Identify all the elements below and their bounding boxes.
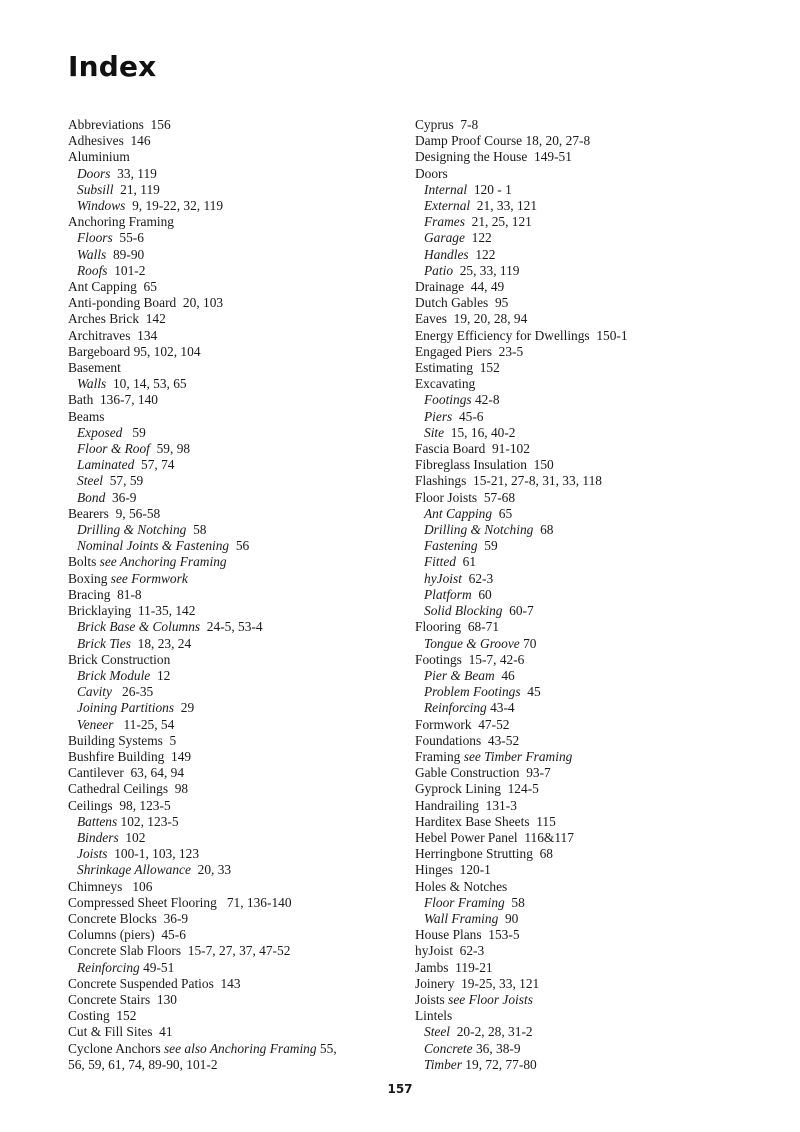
index-subentry bbox=[415, 603, 775, 619]
index-text: Drainage 44, 49 bbox=[415, 279, 505, 295]
index-entry bbox=[415, 279, 775, 295]
index-term-italic: Laminated bbox=[77, 457, 135, 473]
index-entry bbox=[415, 376, 775, 392]
index-text: 11-25, 54 bbox=[113, 716, 175, 732]
index-text: Joists bbox=[415, 991, 449, 1007]
page-title: Index bbox=[68, 50, 157, 83]
index-text: Aluminium bbox=[68, 149, 130, 165]
index-subentry bbox=[68, 490, 388, 506]
index-entry bbox=[68, 506, 388, 522]
index-subentry bbox=[415, 392, 775, 408]
index-text: Fibreglass Insulation 150 bbox=[415, 457, 554, 473]
index-text: 42-8 bbox=[471, 392, 500, 408]
index-text: 70 bbox=[519, 635, 537, 651]
index-subentry bbox=[415, 214, 775, 230]
index-text: Excavating bbox=[415, 376, 476, 392]
index-text: Basement bbox=[68, 360, 121, 376]
index-text: Herringbone Strutting 68 bbox=[415, 846, 553, 862]
index-text: Costing 152 bbox=[68, 1008, 137, 1024]
index-subentry bbox=[68, 198, 388, 214]
index-entry bbox=[68, 571, 388, 587]
index-subentry bbox=[415, 425, 775, 441]
index-text: 12 bbox=[150, 667, 171, 683]
index-entry bbox=[68, 992, 388, 1008]
index-term-italic: Footings bbox=[424, 392, 472, 408]
index-text: 61 bbox=[455, 554, 477, 570]
index-entry bbox=[415, 457, 775, 473]
index-text: 65 bbox=[492, 505, 513, 521]
index-term-italic: Piers bbox=[424, 408, 453, 424]
index-text: 20-2, 28, 31-2 bbox=[450, 1024, 533, 1040]
index-term-italic: Patio bbox=[424, 262, 454, 278]
index-term-italic: Veneer bbox=[77, 716, 114, 732]
index-text: Beams bbox=[68, 408, 105, 424]
index-term-italic: Brick Ties bbox=[77, 635, 131, 651]
index-term-italic: Reinforcing bbox=[424, 700, 487, 716]
index-subentry bbox=[415, 538, 775, 554]
index-text: Flooring 68-71 bbox=[415, 619, 500, 635]
index-text: Fascia Board 91-102 bbox=[415, 441, 530, 457]
index-text: 62-3 bbox=[461, 570, 494, 586]
index-text: hyJoist 62-3 bbox=[415, 943, 485, 959]
index-text: 57, 74 bbox=[134, 457, 175, 473]
index-term-italic: Binders bbox=[77, 829, 119, 845]
index-text: 33, 119 bbox=[110, 165, 157, 181]
index-text: 55, bbox=[316, 1040, 337, 1056]
index-entry bbox=[68, 279, 388, 295]
index-text: Ceilings 98, 123-5 bbox=[68, 797, 171, 813]
index-text: 60 bbox=[471, 586, 492, 602]
index-entry bbox=[415, 992, 775, 1008]
index-entry bbox=[415, 862, 775, 878]
index-text: Holes & Notches bbox=[415, 878, 508, 894]
index-entry bbox=[68, 360, 388, 376]
index-entry bbox=[415, 927, 775, 943]
index-text: Ant Capping 65 bbox=[68, 279, 157, 295]
index-text: 102, 123-5 bbox=[117, 813, 179, 829]
index-entry bbox=[68, 603, 388, 619]
index-text: 59 bbox=[477, 538, 498, 554]
index-text: Eaves 19, 20, 28, 94 bbox=[415, 311, 528, 327]
index-entry bbox=[68, 749, 388, 765]
index-text: 9, 19-22, 32, 119 bbox=[125, 198, 224, 214]
index-entry bbox=[415, 814, 775, 830]
index-text: Arches Brick 142 bbox=[68, 311, 166, 327]
index-text: Bargeboard 95, 102, 104 bbox=[68, 343, 201, 359]
index-text: Concrete Slab Floors 15-7, 27, 37, 47-52 bbox=[68, 943, 291, 959]
index-text: 89-90 bbox=[106, 246, 145, 262]
index-subentry bbox=[415, 587, 775, 603]
index-term-italic: Battens bbox=[77, 813, 118, 829]
index-entry bbox=[415, 798, 775, 814]
index-term-italic: Doors bbox=[77, 165, 111, 181]
index-text: 60-7 bbox=[502, 603, 534, 619]
index-entry bbox=[68, 1024, 388, 1040]
index-text: Jambs 119-21 bbox=[415, 959, 493, 975]
index-term-italic: Ant Capping bbox=[424, 505, 493, 521]
index-subentry bbox=[68, 830, 388, 846]
index-term-italic: see also Anchoring Framing bbox=[163, 1040, 317, 1056]
index-subentry bbox=[415, 182, 775, 198]
index-term-italic: Internal bbox=[424, 181, 468, 197]
index-text: 68 bbox=[533, 522, 554, 538]
index-term-italic: Exposed bbox=[77, 424, 123, 440]
index-text: House Plans 153-5 bbox=[415, 927, 520, 943]
index-text: 58 bbox=[504, 894, 525, 910]
index-term-italic: hyJoist bbox=[424, 570, 462, 586]
index-text: Anchoring Framing bbox=[68, 214, 174, 230]
index-term-italic: Solid Blocking bbox=[424, 603, 503, 619]
index-text: Gable Construction 93-7 bbox=[415, 765, 551, 781]
index-term-italic: Tongue & Groove bbox=[424, 635, 520, 651]
index-text: 59, 98 bbox=[149, 441, 191, 457]
index-entry bbox=[68, 798, 388, 814]
index-term-italic: Subsill bbox=[77, 181, 114, 197]
index-text: Designing the House 149-51 bbox=[415, 149, 572, 165]
index-text: 45 bbox=[520, 684, 541, 700]
index-text: 101-2 bbox=[107, 262, 146, 278]
index-entry bbox=[415, 328, 775, 344]
index-text: Flashings 15-21, 27-8, 31, 33, 118 bbox=[415, 473, 602, 489]
index-subentry bbox=[68, 684, 388, 700]
index-text: 58 bbox=[186, 522, 207, 538]
index-term-italic: Windows bbox=[77, 198, 126, 214]
index-entry bbox=[68, 1008, 388, 1024]
index-text: Bushfire Building 149 bbox=[68, 748, 192, 764]
index-subentry bbox=[415, 668, 775, 684]
index-entry bbox=[68, 328, 388, 344]
index-entry bbox=[415, 117, 775, 133]
index-text: Compressed Sheet Flooring 71, 136-140 bbox=[68, 894, 292, 910]
index-entry bbox=[68, 409, 388, 425]
index-term-italic: see Floor Joists bbox=[448, 991, 533, 1007]
index-text: Formwork 47-52 bbox=[415, 716, 510, 732]
index-text: Boxing bbox=[68, 570, 111, 586]
index-subentry bbox=[415, 1041, 775, 1057]
index-entry bbox=[415, 619, 775, 635]
index-subentry bbox=[68, 668, 388, 684]
index-term-italic: Floor Framing bbox=[424, 894, 505, 910]
index-subentry bbox=[415, 522, 775, 538]
index-text: Harditex Base Sheets 115 bbox=[415, 813, 556, 829]
index-subentry bbox=[68, 441, 388, 457]
index-subentry bbox=[68, 846, 388, 862]
index-text: Adhesives 146 bbox=[68, 133, 151, 149]
index-subentry bbox=[68, 166, 388, 182]
index-term-italic: Cavity bbox=[77, 684, 112, 700]
index-entry bbox=[415, 1008, 775, 1024]
index-text: Footings 15-7, 42-6 bbox=[415, 651, 525, 667]
index-text: Columns (piers) 45-6 bbox=[68, 927, 186, 943]
index-text: Engaged Piers 23-5 bbox=[415, 343, 524, 359]
index-subentry bbox=[415, 1057, 775, 1073]
index-entry bbox=[415, 879, 775, 895]
index-text: Building Systems 5 bbox=[68, 732, 177, 748]
index-subentry bbox=[68, 473, 388, 489]
index-entry bbox=[415, 133, 775, 149]
index-text: 15, 16, 40-2 bbox=[444, 424, 516, 440]
index-text: Estimating 152 bbox=[415, 360, 500, 376]
index-text: 20, 33 bbox=[190, 862, 232, 878]
index-text: 43-4 bbox=[486, 700, 515, 716]
index-text: 102 bbox=[118, 829, 146, 845]
index-term-italic: see Timber Framing bbox=[463, 748, 573, 764]
index-subentry bbox=[68, 376, 388, 392]
index-term-italic: Nominal Joints & Fastening bbox=[77, 538, 230, 554]
index-subentry bbox=[415, 684, 775, 700]
index-entry bbox=[68, 295, 388, 311]
index-term-italic: see Anchoring Framing bbox=[99, 554, 227, 570]
index-entry bbox=[415, 976, 775, 992]
index-entry bbox=[415, 360, 775, 376]
index-entry bbox=[68, 311, 388, 327]
index-subentry bbox=[68, 425, 388, 441]
index-term-italic: Floors bbox=[77, 230, 113, 246]
index-entry bbox=[415, 490, 775, 506]
index-term-italic: Joining Partitions bbox=[77, 700, 175, 716]
index-text: Hebel Power Panel 116&117 bbox=[415, 829, 574, 845]
index-term-italic: Concrete bbox=[424, 1040, 473, 1056]
index-entry bbox=[68, 1057, 388, 1073]
index-subentry bbox=[415, 263, 775, 279]
index-entry bbox=[68, 911, 388, 927]
index-subentry bbox=[68, 230, 388, 246]
index-term-italic: Fitted bbox=[424, 554, 456, 570]
index-subentry bbox=[68, 538, 388, 554]
index-text: Bath 136-7, 140 bbox=[68, 392, 159, 408]
index-text: Bracing 81-8 bbox=[68, 586, 142, 602]
index-text: 36, 38-9 bbox=[472, 1040, 521, 1056]
index-text: Bolts bbox=[68, 554, 100, 570]
index-text: 57, 59 bbox=[103, 473, 144, 489]
index-term-italic: External bbox=[424, 198, 471, 214]
index-text: Cut & Fill Sites 41 bbox=[68, 1024, 173, 1040]
index-subentry bbox=[415, 911, 775, 927]
index-term-italic: Reinforcing bbox=[77, 959, 140, 975]
index-text: Concrete Blocks 36-9 bbox=[68, 910, 189, 926]
index-term-italic: Steel bbox=[77, 473, 104, 489]
index-entry bbox=[68, 652, 388, 668]
index-subentry bbox=[415, 571, 775, 587]
index-entry bbox=[415, 344, 775, 360]
index-text: Bricklaying 11-35, 142 bbox=[68, 603, 196, 619]
index-text: 26-35 bbox=[111, 684, 154, 700]
index-entry bbox=[68, 976, 388, 992]
index-term-italic: Drilling & Notching bbox=[77, 522, 187, 538]
index-subentry bbox=[68, 960, 388, 976]
index-subentry bbox=[68, 717, 388, 733]
index-entry bbox=[415, 717, 775, 733]
index-subentry bbox=[415, 506, 775, 522]
index-text: Foundations 43-52 bbox=[415, 732, 520, 748]
index-text: 10, 14, 53, 65 bbox=[106, 376, 187, 392]
index-term-italic: Shrinkage Allowance bbox=[77, 862, 191, 878]
index-subentry bbox=[415, 230, 775, 246]
index-term-italic: Floor & Roof bbox=[77, 441, 150, 457]
index-entry bbox=[68, 943, 388, 959]
index-subentry bbox=[415, 636, 775, 652]
index-column-left bbox=[68, 117, 388, 1073]
index-entry bbox=[415, 149, 775, 165]
index-text: 19, 72, 77-80 bbox=[461, 1056, 537, 1072]
index-text: Energy Efficiency for Dwellings 150-1 bbox=[415, 327, 628, 343]
index-subentry bbox=[68, 263, 388, 279]
index-text: 21, 25, 121 bbox=[464, 214, 532, 230]
index-subentry bbox=[68, 457, 388, 473]
index-subentry bbox=[415, 198, 775, 214]
index-term-italic: Pier & Beam bbox=[424, 667, 495, 683]
index-text: Bearers 9, 56-58 bbox=[68, 505, 161, 521]
index-column-right bbox=[415, 117, 775, 1073]
index-subentry bbox=[415, 554, 775, 570]
page-number: 157 bbox=[387, 1082, 413, 1096]
index-text: Lintels bbox=[415, 1008, 453, 1024]
index-subentry bbox=[68, 862, 388, 878]
index-text: Architraves 134 bbox=[68, 327, 158, 343]
index-term-italic: Drilling & Notching bbox=[424, 522, 534, 538]
index-subentry bbox=[68, 522, 388, 538]
index-entry bbox=[68, 879, 388, 895]
index-text: Doors bbox=[415, 165, 448, 181]
index-entry bbox=[68, 733, 388, 749]
index-subentry bbox=[68, 814, 388, 830]
index-subentry bbox=[68, 636, 388, 652]
index-entry bbox=[415, 960, 775, 976]
index-text: 24-5, 53-4 bbox=[200, 619, 263, 635]
index-entry bbox=[415, 311, 775, 327]
index-term-italic: Joists bbox=[77, 846, 108, 862]
index-text: Cathedral Ceilings 98 bbox=[68, 781, 189, 797]
index-entry bbox=[68, 1041, 388, 1057]
index-text: 100-1, 103, 123 bbox=[107, 846, 200, 862]
index-text: 55-6 bbox=[112, 230, 144, 246]
index-term-italic: Handles bbox=[424, 246, 469, 262]
index-text: 59 bbox=[122, 424, 146, 440]
index-subentry bbox=[415, 247, 775, 263]
index-entry bbox=[415, 473, 775, 489]
index-entry bbox=[68, 895, 388, 911]
index-subentry bbox=[415, 895, 775, 911]
index-entry bbox=[415, 830, 775, 846]
index-entry bbox=[415, 295, 775, 311]
index-text: Gyprock Lining 124-5 bbox=[415, 781, 539, 797]
index-subentry bbox=[415, 1024, 775, 1040]
index-entry bbox=[415, 166, 775, 182]
index-text: Dutch Gables 95 bbox=[415, 295, 509, 311]
index-text: Framing bbox=[415, 748, 464, 764]
index-text: 21, 119 bbox=[113, 181, 160, 197]
index-entry bbox=[68, 392, 388, 408]
index-subentry bbox=[68, 619, 388, 635]
index-text: Damp Proof Course 18, 20, 27-8 bbox=[415, 133, 591, 149]
index-entry bbox=[415, 765, 775, 781]
index-text: Hinges 120-1 bbox=[415, 862, 491, 878]
index-term-italic: Timber bbox=[424, 1056, 462, 1072]
index-entry bbox=[415, 733, 775, 749]
index-subentry bbox=[68, 247, 388, 263]
index-entry bbox=[68, 117, 388, 133]
index-term-italic: Platform bbox=[424, 586, 472, 602]
index-text: 122 bbox=[468, 246, 496, 262]
index-term-italic: Wall Framing bbox=[424, 910, 499, 926]
index-term-italic: Brick Module bbox=[77, 667, 151, 683]
index-subentry bbox=[68, 182, 388, 198]
index-text: Cyprus 7-8 bbox=[415, 117, 479, 132]
index-term-italic: Problem Footings bbox=[424, 684, 521, 700]
index-subentry bbox=[415, 700, 775, 716]
index-subentry bbox=[68, 700, 388, 716]
index-text: 29 bbox=[174, 700, 195, 716]
index-entry bbox=[415, 749, 775, 765]
index-text: Joinery 19-25, 33, 121 bbox=[415, 975, 540, 991]
index-text: Anti-ponding Board 20, 103 bbox=[68, 295, 224, 311]
index-entry bbox=[68, 587, 388, 603]
index-term-italic: Roofs bbox=[77, 262, 108, 278]
index-entry bbox=[68, 133, 388, 149]
index-term-italic: Bond bbox=[77, 489, 106, 505]
index-text: Concrete Stairs 130 bbox=[68, 991, 177, 1007]
index-entry bbox=[415, 943, 775, 959]
index-entry bbox=[415, 846, 775, 862]
index-term-italic: Frames bbox=[424, 214, 465, 230]
index-term-italic: Walls bbox=[77, 246, 107, 262]
index-text: 120 - 1 bbox=[467, 181, 512, 197]
index-text: 25, 33, 119 bbox=[453, 262, 520, 278]
index-entry bbox=[68, 781, 388, 797]
index-text: Brick Construction bbox=[68, 651, 171, 667]
index-entry bbox=[415, 781, 775, 797]
index-entry bbox=[415, 652, 775, 668]
index-entry bbox=[68, 344, 388, 360]
index-entry bbox=[68, 214, 388, 230]
index-text: Cantilever 63, 64, 94 bbox=[68, 765, 185, 781]
index-text: Abbreviations 156 bbox=[68, 117, 171, 132]
index-text: 56, 59, 61, 74, 89-90, 101-2 bbox=[68, 1056, 218, 1072]
index-text: 21, 33, 121 bbox=[470, 198, 538, 214]
index-text: Handrailing 131-3 bbox=[415, 797, 517, 813]
index-entry bbox=[68, 149, 388, 165]
index-entry bbox=[415, 441, 775, 457]
index-text: 90 bbox=[498, 910, 519, 926]
index-text: Cyclone Anchors bbox=[68, 1040, 164, 1056]
index-entry bbox=[68, 765, 388, 781]
index-term-italic: Garage bbox=[424, 230, 465, 246]
index-text: 56 bbox=[229, 538, 250, 554]
index-text: Chimneys 106 bbox=[68, 878, 153, 894]
index-text: 45-6 bbox=[452, 408, 484, 424]
index-text: 36-9 bbox=[105, 489, 137, 505]
index-term-italic: Walls bbox=[77, 376, 107, 392]
index-entry bbox=[68, 554, 388, 570]
index-entry bbox=[68, 927, 388, 943]
index-term-italic: Steel bbox=[424, 1024, 451, 1040]
index-text: 46 bbox=[494, 667, 515, 683]
index-term-italic: Fastening bbox=[424, 538, 478, 554]
index-subentry bbox=[415, 409, 775, 425]
index-text: Floor Joists 57-68 bbox=[415, 489, 516, 505]
index-text: 122 bbox=[464, 230, 492, 246]
index-term-italic: Site bbox=[424, 424, 445, 440]
index-term-italic: Brick Base & Columns bbox=[77, 619, 201, 635]
index-text: 18, 23, 24 bbox=[130, 635, 192, 651]
index-text: 49-51 bbox=[139, 959, 175, 975]
index-text: Concrete Suspended Patios 143 bbox=[68, 975, 241, 991]
index-term-italic: see Formwork bbox=[110, 570, 188, 586]
